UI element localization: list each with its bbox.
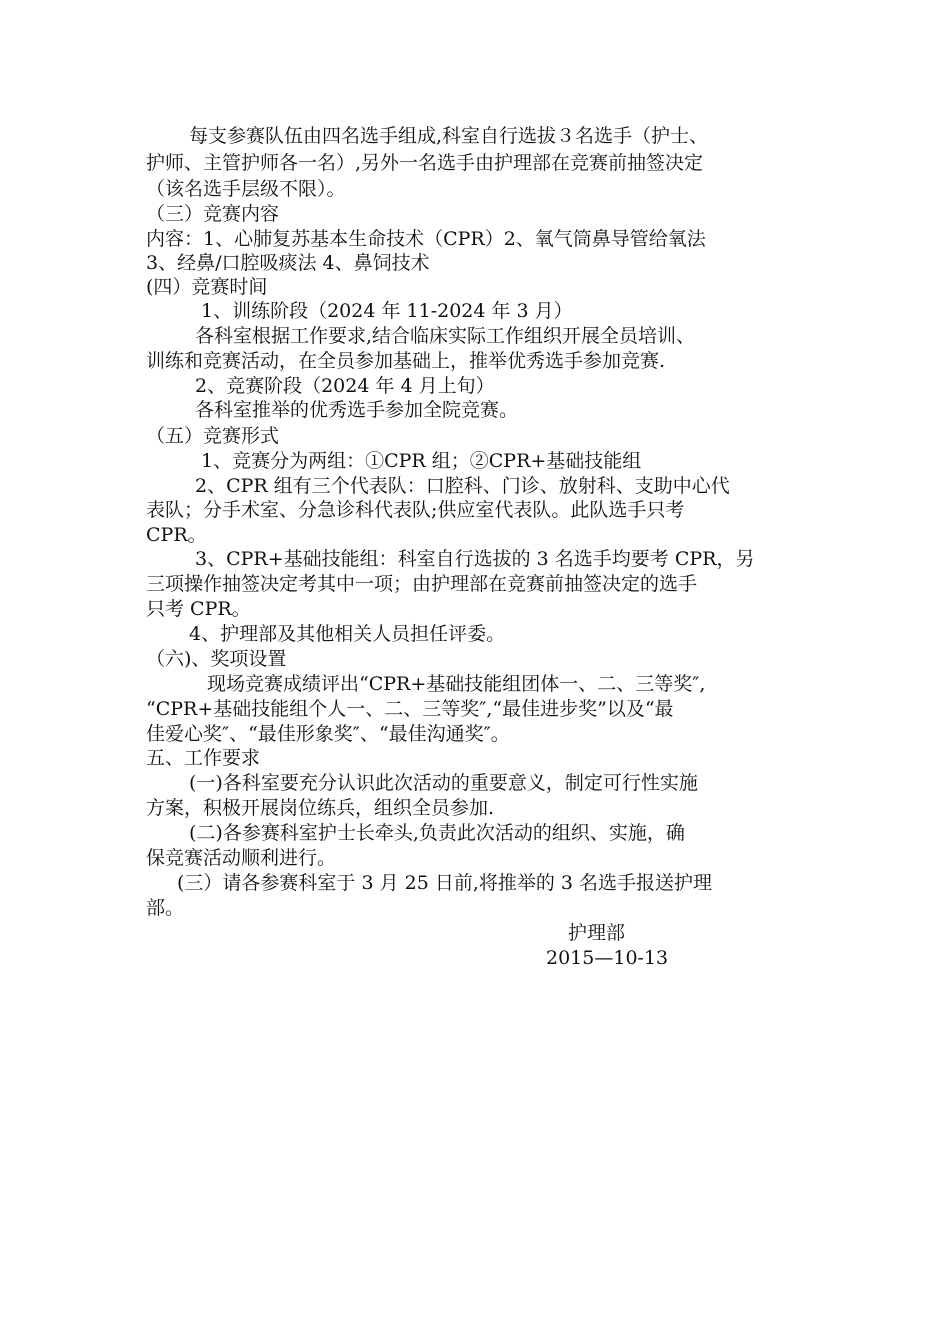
section-6-heading: （六)、奖项设置: [146, 648, 287, 670]
awards-line-3: 佳爱心奖″、“最佳形象奖″、“最佳沟通奖″。: [146, 723, 510, 745]
requirement-3-line-2: 部。: [146, 897, 185, 919]
signature-department: 护理部: [568, 922, 626, 944]
format-item-2-line-2: 表队；分手术室、分急诊科代表队;供应室代表队。此队选手只考: [146, 499, 685, 521]
competition-stage-heading: 2、竞赛阶段（2024 年 4 月上旬）: [195, 375, 495, 397]
requirement-1-line-1: (一)各科室要充分认识此次活动的重要意义，制定可行性实施: [189, 772, 698, 794]
format-item-4: 4、护理部及其他相关人员担任评委。: [189, 623, 506, 645]
requirement-3-line-1: (三）请各参赛科室于 3 月 25 日前,将推举的 3 名选手报送护理: [177, 872, 713, 894]
training-stage-line-1: 各科室根据工作要求,结合临床实际工作组织开展全员培训、: [195, 325, 696, 347]
requirement-2-line-1: (二)各参赛科室护士长牵头,负责此次活动的组织、实施，确: [189, 822, 685, 844]
intro-line-3: （该名选手层级不限）。: [146, 178, 346, 200]
section-4-heading: (四）竞赛时间: [146, 276, 268, 298]
awards-line-2: “CPR+基础技能组个人一、二、三等奖″,“最佳进步奖”以及“最: [146, 698, 674, 720]
work-requirements-heading: 五、工作要求: [146, 747, 261, 769]
section-3-line-1: 内容：1、心肺复苏基本生命技术（CPR）2、氧气筒鼻导管给氧法: [146, 228, 706, 250]
awards-line-1: 现场竞赛成绩评出“CPR+基础技能组团体一、二、三等奖″,: [207, 673, 706, 695]
competition-stage-line-1: 各科室推举的优秀选手参加全院竞赛。: [195, 399, 519, 421]
training-stage-line-2: 训练和竞赛活动，在全员参加基础上，推举优秀选手参加竞赛.: [146, 350, 666, 372]
section-3-line-2: 3、经鼻/口腔吸痰法 4、鼻饲技术: [146, 252, 430, 274]
format-item-3-line-2: 三项操作抽签决定考其中一项；由护理部在竞赛前抽签决定的选手: [146, 573, 698, 595]
section-5-heading: （五）竞赛形式: [146, 425, 280, 447]
format-item-3-line-1: 3、CPR+基础技能组：科室自行选拔的 3 名选手均要考 CPR，另: [195, 548, 755, 570]
format-item-1: 1、竞赛分为两组：①CPR 组；②CPR+基础技能组: [201, 450, 642, 472]
requirement-1-line-2: 方案，积极开展岗位练兵，组织全员参加.: [146, 797, 495, 819]
format-item-3-line-3: 只考 CPR。: [146, 598, 251, 620]
training-stage-heading: 1、训练阶段（2024 年 11-2024 年 3 月）: [201, 300, 573, 322]
requirement-2-line-2: 保竞赛活动顺利进行。: [146, 847, 337, 869]
intro-line-1: 每支参赛队伍由四名选手组成,科室自行选拔３名选手（护士、: [189, 125, 709, 147]
format-item-2-line-1: 2、CPR 组有三个代表队：口腔科、门诊、放射科、支助中心代: [195, 475, 730, 497]
section-3-heading: （三）竞赛内容: [146, 203, 280, 225]
signature-date: 2015—10-13: [546, 947, 669, 969]
intro-line-2: 护师、主管护师各一名）,另外一名选手由护理部在竞赛前抽签决定: [146, 152, 704, 174]
format-item-2-line-3: CPR。: [146, 524, 207, 546]
